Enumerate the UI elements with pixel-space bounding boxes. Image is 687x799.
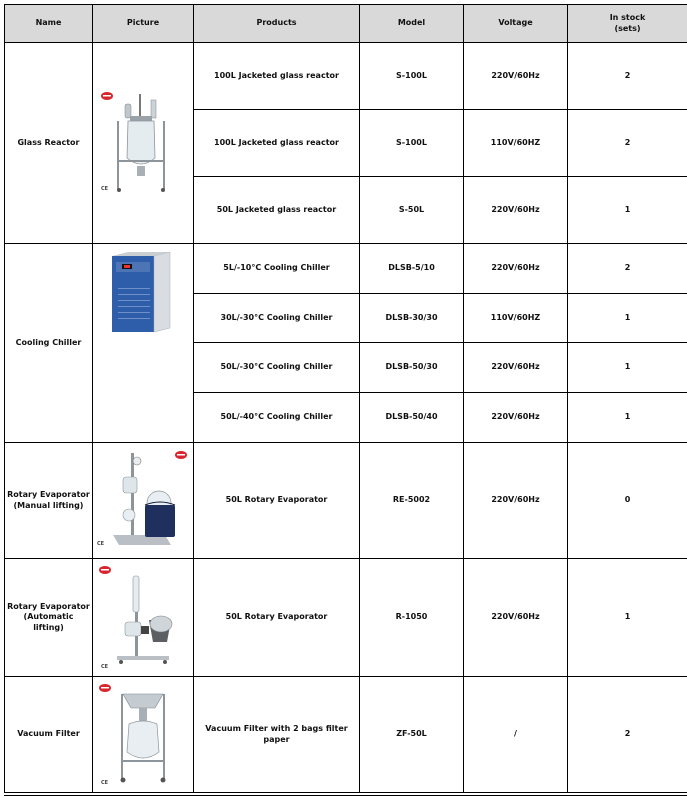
group-name-line2: (Automatic lifting)	[23, 612, 74, 632]
product-name: 50L Jacketed glass reactor	[194, 177, 360, 244]
stock-count: 2	[568, 244, 687, 294]
stock-count: 1	[568, 294, 687, 343]
table-row	[5, 244, 687, 294]
rotary-evaporator-illustration	[113, 453, 175, 545]
stock-count: 2	[568, 110, 687, 177]
group-name-glass-reactor: Glass Reactor	[5, 43, 93, 244]
product-name: 50L/-40°C Cooling Chiller	[194, 393, 360, 443]
stock-count: 1	[568, 559, 687, 677]
model: DLSB-50/40	[360, 393, 464, 443]
glass-reactor-illustration	[117, 94, 165, 192]
product-name: 100L Jacketed glass reactor	[194, 43, 360, 110]
model: DLSB-50/30	[360, 343, 464, 393]
in-stock-label: In stock	[609, 13, 646, 23]
product-name: Vacuum Filter with 2 bags filter paper	[194, 677, 360, 793]
model: S-50L	[360, 177, 464, 244]
product-name: 50L Rotary Evaporator	[194, 559, 360, 677]
cooling-chiller-picture	[93, 244, 194, 443]
voltage: /	[464, 677, 568, 793]
ce-mark-icon: CE	[101, 663, 109, 670]
stock-count: 0	[568, 443, 687, 559]
model: R-1050	[360, 559, 464, 677]
group-name-vacuum-filter: Vacuum Filter	[5, 677, 93, 793]
header-products: Products	[194, 5, 360, 43]
stock-count: 2	[568, 43, 687, 110]
stock-count: 1	[568, 177, 687, 244]
model: ZF-50L	[360, 677, 464, 793]
group-name-line2: (Manual lifting)	[13, 500, 84, 510]
table-row	[5, 43, 687, 110]
stock-count: 1	[568, 393, 687, 443]
model: RE-5002	[360, 443, 464, 559]
product-name: 50L/-30°C Cooling Chiller	[194, 343, 360, 393]
voltage: 110V/60HZ	[464, 294, 568, 343]
vacuum-filter-illustration	[121, 694, 166, 783]
product-stock-table	[4, 4, 687, 793]
table-header-row	[5, 5, 687, 43]
group-name-line1: Rotary Evaporator	[7, 490, 90, 500]
rotary-evaporator-manual-photo	[95, 447, 191, 555]
vacuum-filter-picture	[93, 677, 194, 793]
group-name-line1: Rotary Evaporator	[7, 601, 90, 611]
glass-reactor-picture	[93, 43, 194, 244]
header-voltage: Voltage	[464, 5, 568, 43]
voltage: 220V/60Hz	[464, 177, 568, 244]
bottom-rule	[4, 795, 687, 796]
voltage: 220V/60Hz	[464, 559, 568, 677]
table-row	[5, 677, 687, 793]
voltage: 220V/60Hz	[464, 443, 568, 559]
model: S-100L	[360, 110, 464, 177]
cooling-chiller-photo	[98, 248, 188, 338]
product-name: 50L Rotary Evaporator	[194, 443, 360, 559]
voltage: 220V/60Hz	[464, 393, 568, 443]
voltage: 110V/60HZ	[464, 110, 568, 177]
rotary-evaporator-manual-picture	[93, 443, 194, 559]
header-picture: Picture	[93, 5, 194, 43]
ce-mark-icon: CE	[101, 779, 109, 786]
model: DLSB-5/10	[360, 244, 464, 294]
product-name: 100L Jacketed glass reactor	[194, 110, 360, 177]
group-name-cooling-chiller: Cooling Chiller	[5, 244, 93, 443]
voltage: 220V/60Hz	[464, 43, 568, 110]
header-model: Model	[360, 5, 464, 43]
cooling-chiller-illustration	[112, 252, 170, 332]
stock-count: 1	[568, 343, 687, 393]
brand-logo-icon	[99, 566, 111, 574]
table-row	[5, 443, 687, 559]
model: DLSB-30/30	[360, 294, 464, 343]
rotary-evaporator-illustration	[117, 576, 172, 664]
product-name: 5L/-10°C Cooling Chiller	[194, 244, 360, 294]
model: S-100L	[360, 43, 464, 110]
voltage: 220V/60Hz	[464, 244, 568, 294]
product-name: 30L/-30°C Cooling Chiller	[194, 294, 360, 343]
group-name-rotary-evaporator-automatic	[5, 559, 93, 677]
table-row	[5, 559, 687, 677]
rotary-evaporator-automatic-photo	[95, 562, 191, 674]
stock-count: 2	[568, 677, 687, 793]
brand-logo-icon	[101, 92, 113, 100]
group-name-rotary-evaporator-manual	[5, 443, 93, 559]
brand-logo-icon	[99, 684, 111, 692]
voltage: 220V/60Hz	[464, 343, 568, 393]
vacuum-filter-photo	[95, 680, 191, 790]
ce-mark-icon: CE	[97, 540, 105, 547]
rotary-evaporator-automatic-picture	[93, 559, 194, 677]
header-in-stock	[568, 5, 687, 43]
glass-reactor-photo	[95, 88, 191, 198]
ce-mark-icon: CE	[101, 186, 109, 192]
in-stock-unit: (sets)	[614, 23, 641, 33]
brand-logo-icon	[175, 451, 187, 459]
header-name: Name	[5, 5, 93, 43]
